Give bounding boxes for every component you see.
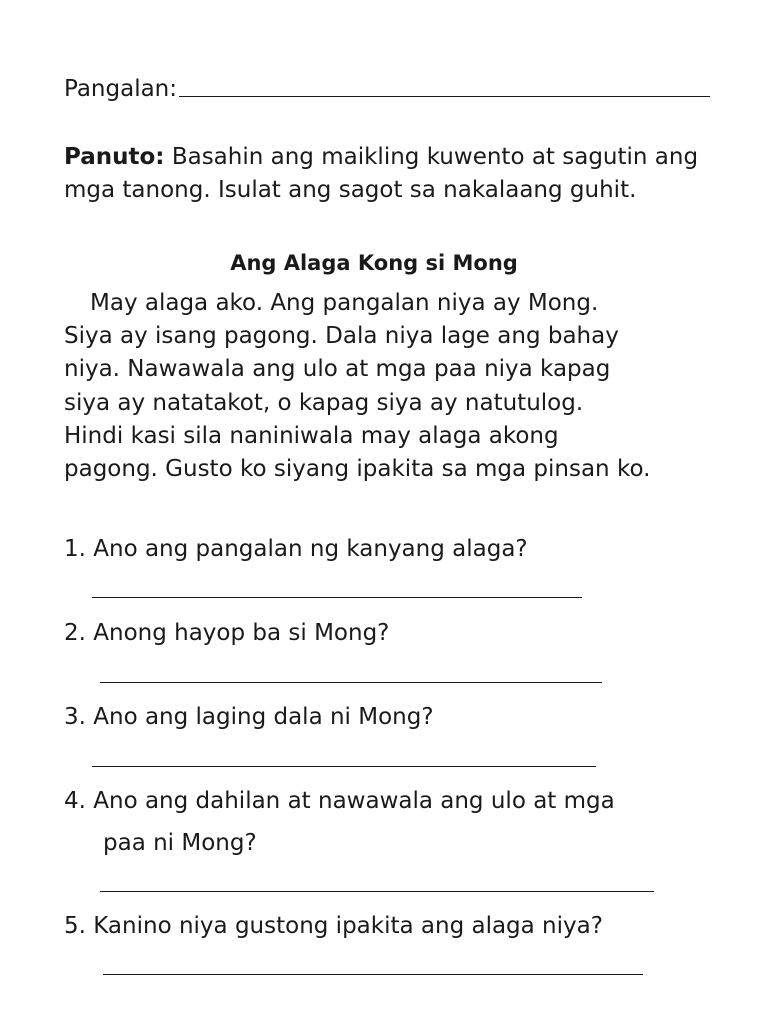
instructions — [64, 141, 714, 206]
question-2: 2. Anong hayop ba si Mong? — [64, 620, 390, 646]
instructions-text: Basahin ang maikling kuwento at sagutin ang mga tanong. Isulat ang sagot sa nakalaang guhit. — [64, 144, 699, 203]
story-line-6: pagong. Gusto ko siyang ipakita sa mga pinsan ko. — [64, 456, 651, 483]
story-line-1: May alaga ako. Ang pangalan niya ay Mong. — [90, 290, 599, 316]
name-row — [64, 70, 710, 104]
question-1: 1. Ano ang pangalan ng kanyang alaga? — [64, 536, 528, 562]
instructions-label: Panuto: — [64, 144, 165, 170]
story-line-4: siya ay natatakot, o kapag siya ay natutulog. — [64, 389, 584, 416]
answer-line-1[interactable] — [92, 597, 582, 598]
answer-line-4[interactable] — [100, 891, 654, 892]
story-line-2: Siya ay isang pagong. Dala niya lage ang bahay — [64, 323, 619, 350]
story-title: Ang Alaga Kong si Mong — [230, 251, 518, 275]
answer-line-2[interactable] — [100, 682, 602, 683]
answer-line-3[interactable] — [92, 766, 596, 767]
story-line-3: niya. Nawawala ang ulo at mga paa niya kapag — [64, 356, 611, 383]
question-4: 4. Ano ang dahilan at nawawala ang ulo at mga — [64, 788, 615, 814]
answer-line-5[interactable] — [103, 974, 643, 975]
question-5: 5. Kanino niya gustong ipakita ang alaga niya? — [64, 913, 603, 939]
story-line-5: Hindi kasi sila naniniwala may alaga akong — [64, 422, 559, 449]
name-answer-line[interactable] — [179, 96, 710, 97]
name-label: Pangalan: — [64, 76, 178, 102]
story-paragraph — [64, 287, 719, 486]
question-3: 3. Ano ang laging dala ni Mong? — [64, 704, 434, 730]
question-4-continuation: paa ni Mong? — [103, 830, 257, 856]
